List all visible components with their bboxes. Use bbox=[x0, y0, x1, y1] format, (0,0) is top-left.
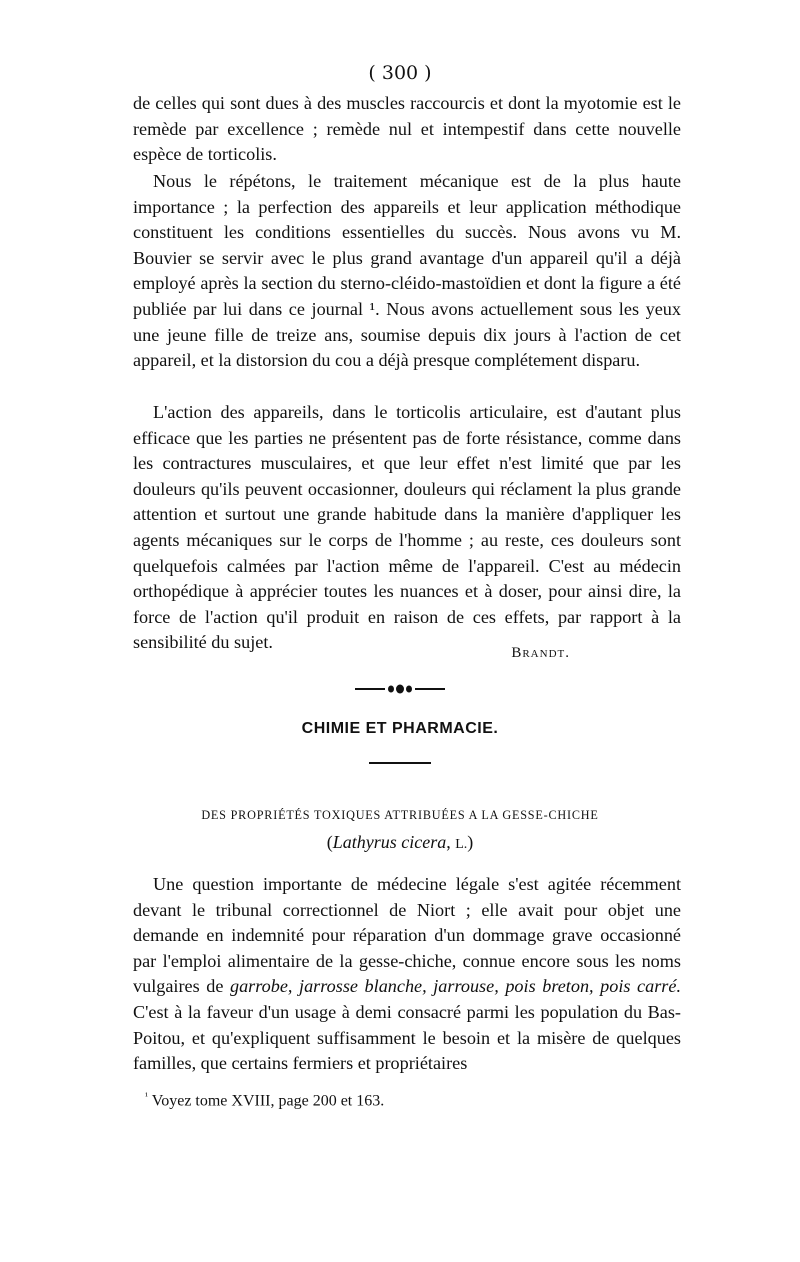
paragraph-text: Nous le répétons, le traitement mécanique est de la plus haute importance ; la perfection des appareils et leur application méthodique constituent les conditions essentielles du succès. Nous avons vu M. Bouvier se servir avec le plus grand avantage d'un appareil qu'il a déjà employé après la section du sterno-cléido-mastoïdien et dont la figure a été publiée par lui dans ce journal ¹. Nous avons actuellement sous les yeux une jeune fille de treize ans, soumise depuis dix jours à l'action de cet appareil, et la distorsion du cou a déjà presque complétement disparu. bbox=[133, 171, 681, 371]
paragraph-legal-question bbox=[133, 872, 681, 1077]
paragraph-apparatus-action bbox=[133, 400, 681, 656]
footnote-mark: ¹ bbox=[145, 1091, 148, 1102]
paragraph-text-end: C'est à la faveur d'un usage à demi consacré parmi les population du Bas-Poitou, et qu'expliquent suffisamment le besoin et la misère de quelques familles, que certains fermiers et propriétaires bbox=[133, 1001, 681, 1074]
paragraph-text: de celles qui sont dues à des muscles raccourcis et dont la myotomie est le remède par excellence ; remède nul et intempestif dans cette nouvelle espèce de torticolis. bbox=[133, 93, 681, 165]
paragraph-text: L'action des appareils, dans le torticolis articulaire, est d'autant plus efficace que les parties ne présentent pas de forte résistance, comme dans les contractures musculaires, et que leur effet n'est limité que par les douleurs qu'ils peuvent occasionner, douleurs qui réclament la plus grande attention et surtout une grande habitude dans la manière d'appliquer les agents mécaniques sur le corps de l'homme ; au reste, ces douleurs sont quelquefois calmées par l'action même de l'appareil. C'est au médecin orthopédique à apprécier toutes les nuances et à doser, pour ainsi dire, la force de l'action qu'il produit en raison de ces effets, par rapport à la sensibilité du sujet. bbox=[133, 402, 681, 653]
heading-rule bbox=[369, 762, 431, 764]
footnote bbox=[145, 1091, 384, 1110]
paragraph-mechanical-treatment bbox=[133, 169, 681, 374]
footnote-text: Voyez tome XVIII, page 200 et 163. bbox=[151, 1092, 385, 1110]
latin-name-line: (Lathyrus cicera, L.) bbox=[326, 832, 474, 852]
article-title: DES PROPRIÉTÉS TOXIQUES ATTRIBUÉES A LA GESSE-CHICHE bbox=[201, 808, 599, 822]
page-number: ( 300 ) bbox=[368, 62, 432, 84]
latin-author: L. bbox=[455, 837, 468, 852]
author-signature: Brandt. bbox=[511, 645, 570, 661]
ornament-divider bbox=[355, 683, 445, 695]
section-heading: CHIMIE ET PHARMACIE. bbox=[301, 720, 499, 737]
paragraph-continued bbox=[133, 91, 681, 168]
latin-name: Lathyrus cicera bbox=[332, 832, 447, 852]
paragraph-text-start: Une question importante de médecine légale s'est agitée récemment devant le tribunal correctionnel de Niort ; elle avait pour objet une demande en indemnité pour réparation d'un dommage grave occasionné par l'emploi alimentaire de la gesse-chiche, connue encore sous les noms vulgaires de bbox=[133, 874, 681, 997]
vernacular-names: garrobe, jarrosse blanche, jarrouse, pois breton, pois carré. bbox=[229, 976, 681, 997]
paragraph-text bbox=[133, 872, 681, 1077]
